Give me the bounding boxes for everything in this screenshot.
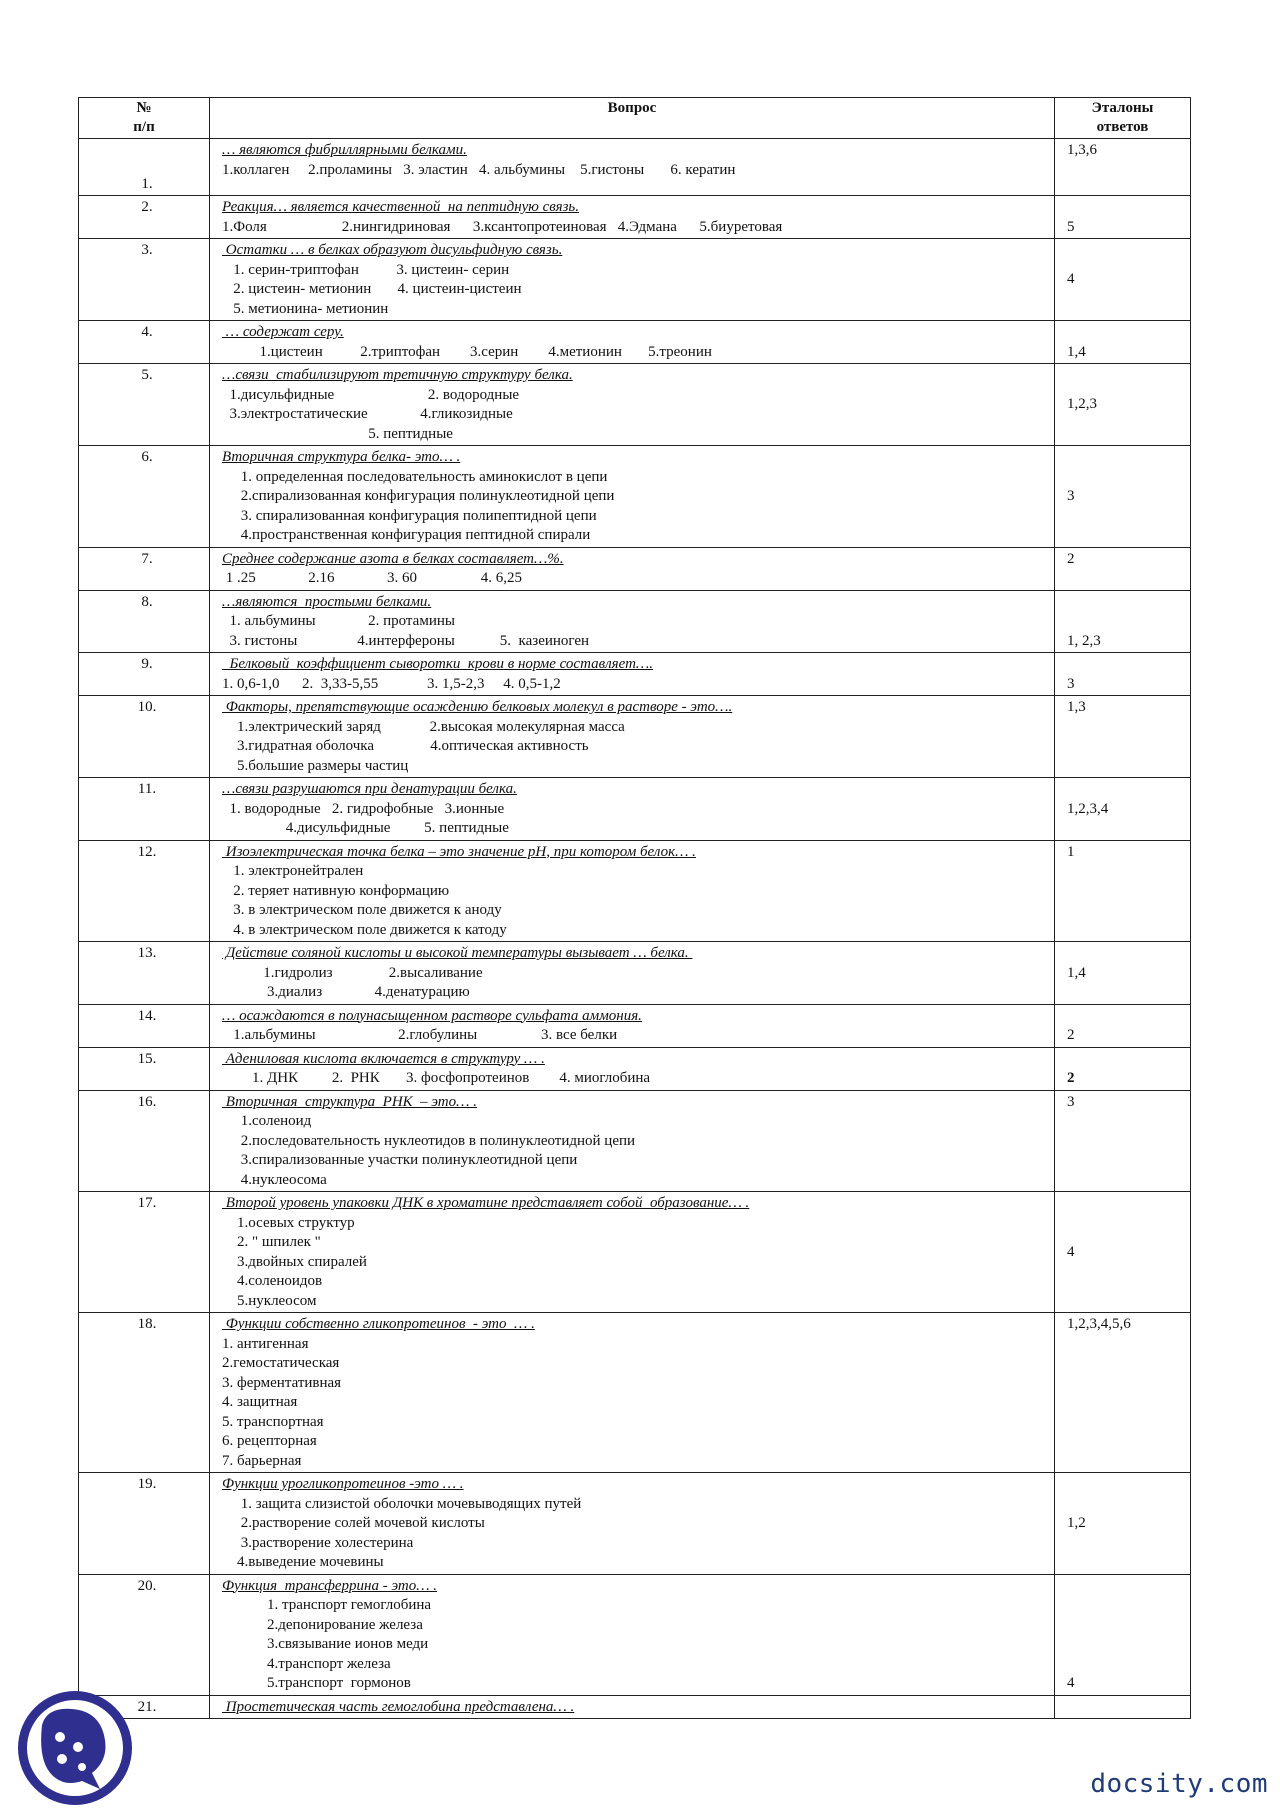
answer-option: 1.осевых структур xyxy=(222,1214,355,1231)
question-text: Белковый коэффициент сыворотки крови в норме составляет…. xyxy=(222,656,653,672)
question-row xyxy=(79,590,1191,653)
question-row xyxy=(79,1574,1191,1695)
answer-option: 1. определенная последовательность аминокислот в цепи xyxy=(222,468,608,485)
answer-key: 3 xyxy=(1055,446,1191,548)
answer-key: 3 xyxy=(1055,1090,1191,1192)
answer-key: 1,4 xyxy=(1055,942,1191,1005)
answer-key: 3 xyxy=(1055,653,1191,696)
question-text: Функции собственно гликопротеинов - это … . xyxy=(222,1316,535,1332)
question-cell xyxy=(210,1047,1055,1090)
answer-option: 2.растворение солей мочевой кислоты xyxy=(222,1515,485,1531)
answer-option: 7. барьерная xyxy=(222,1452,302,1469)
question-cell xyxy=(210,942,1055,1005)
answer-option: 6. рецепторная xyxy=(222,1433,317,1449)
question-text: … осаждаются в полунасыщенном растворе сульфата аммония. xyxy=(222,1007,642,1024)
answer-option: 1. 0,6-1,0 2. 3,33-5,55 3. 1,5-2,3 4. 0,5-1,2 xyxy=(222,675,561,692)
answer-key: 1,2,3 xyxy=(1055,364,1191,446)
question-cell xyxy=(210,547,1055,590)
question-number: 19. xyxy=(79,1473,210,1575)
answer-key: 5 xyxy=(1055,196,1191,239)
answer-option: 5.нуклеосом xyxy=(222,1292,317,1309)
question-row xyxy=(79,321,1191,364)
question-text: Вторичная структура белка- это… . xyxy=(222,449,461,465)
answer-key: 4 xyxy=(1055,239,1191,321)
question-cell xyxy=(210,196,1055,239)
question-number: 4. xyxy=(79,321,210,364)
answer-option: 1 .25 2.16 3. 60 4. 6,25 xyxy=(222,570,522,586)
answer-option: 1.гидролиз 2.высаливание xyxy=(222,964,483,981)
question-number: 1. xyxy=(79,139,210,196)
question-row xyxy=(79,942,1191,1005)
question-text: Функции урогликопротеинов -это … . xyxy=(222,1476,464,1492)
answer-option: 1. транспорт гемоглобина xyxy=(222,1597,432,1613)
watermark: docsity.com xyxy=(1090,1769,1268,1799)
answer-option: 2.гемостатическая xyxy=(222,1355,340,1371)
answer-key: 1,3,6 xyxy=(1055,139,1191,196)
answer-option: 1. защита слизистой оболочки мочевыводящих путей xyxy=(222,1495,582,1512)
question-text: …являются простыми белками. xyxy=(222,593,432,610)
question-row xyxy=(79,547,1191,590)
question-number: 9. xyxy=(79,653,210,696)
docsity-logo-icon xyxy=(12,1685,138,1811)
question-number: 11. xyxy=(79,778,210,841)
answer-option: 1.альбумины 2.глобулины 3. все белки xyxy=(222,1027,618,1043)
answer-key: 1,2 xyxy=(1055,1473,1191,1575)
question-cell xyxy=(210,1313,1055,1473)
question-number: 15. xyxy=(79,1047,210,1090)
question-row xyxy=(79,364,1191,446)
question-row xyxy=(79,696,1191,778)
question-cell xyxy=(210,840,1055,942)
answer-option: 1.электрический заряд 2.высокая молекулярная масса xyxy=(222,718,625,735)
answer-option: 2.депонирование железа xyxy=(222,1616,423,1633)
answer-option: 2. теряет нативную конформацию xyxy=(222,882,450,899)
answer-option: 5. метионина- метионин xyxy=(222,300,389,317)
question-text: Адениловая кислота включается в структуру … . xyxy=(222,1050,545,1067)
question-number: 2. xyxy=(79,196,210,239)
answer-option: 3.растворение холестерина xyxy=(222,1534,414,1551)
question-text: … являются фибриллярными белками. xyxy=(222,142,467,158)
question-cell xyxy=(210,1004,1055,1047)
answer-option: 3.электростатические 4.гликозидные xyxy=(222,406,513,422)
question-number: 5. xyxy=(79,364,210,446)
question-row xyxy=(79,653,1191,696)
header-question: Вопрос xyxy=(210,98,1055,139)
answer-option: 1. электронейтрален xyxy=(222,863,364,879)
question-text: Остатки … в белках образуют дисульфидную связь. xyxy=(222,242,563,258)
question-text: Функция трансферрина - это… . xyxy=(222,1577,438,1594)
question-text: Среднее содержание азота в белках составляет…%. xyxy=(222,550,564,567)
answer-option: 1.коллаген 2.проламины 3. эластин 4. альбумины 5.гистоны 6. кератин xyxy=(222,161,736,178)
answer-option: 1.соленоид xyxy=(222,1113,312,1129)
question-text: Вторичная структура РНК – это… . xyxy=(222,1093,477,1110)
question-cell xyxy=(210,778,1055,841)
question-text: Изоэлектрическая точка белка – это значение рН, при котором белок… . xyxy=(222,843,696,860)
question-row xyxy=(79,1695,1191,1719)
question-number: 16. xyxy=(79,1090,210,1192)
answer-option: 1. ДНК 2. РНК 3. фосфопротеинов 4. миоглобина xyxy=(222,1070,651,1086)
questions-table xyxy=(78,97,1191,1719)
question-text: Реакция… является качественной на пептидную связь. xyxy=(222,199,579,215)
answer-option: 2. " шпилек " xyxy=(222,1234,321,1250)
question-row xyxy=(79,1313,1191,1473)
question-text: Второй уровень упаковки ДНК в хроматине представляет собой образование… . xyxy=(222,1195,750,1211)
question-text: Действие соляной кислоты и высокой температуры вызывает … белка. xyxy=(222,945,693,961)
question-number: 7. xyxy=(79,547,210,590)
answer-option: 3.гидратная оболочка 4.оптическая активность xyxy=(222,738,589,754)
question-cell xyxy=(210,1695,1055,1719)
answer-key: 1,2,3,4,5,6 xyxy=(1055,1313,1191,1473)
answer-option: 3. в электрическом поле движется к аноду xyxy=(222,902,502,918)
answer-option: 1. антигенная xyxy=(222,1335,309,1352)
answer-key: 1 xyxy=(1055,840,1191,942)
answer-option: 3. гистоны 4.интерфероны 5. казеиноген xyxy=(222,632,590,649)
question-number: 12. xyxy=(79,840,210,942)
question-number: 13. xyxy=(79,942,210,1005)
answer-option: 2.последовательность нуклеотидов в полинуклеотидной цепи xyxy=(222,1132,636,1149)
answer-key: 1,2,3,4 xyxy=(1055,778,1191,841)
question-text: …связи стабилизируют третичную структуру белка. xyxy=(222,367,573,383)
question-cell xyxy=(210,446,1055,548)
answer-key: 1,4 xyxy=(1055,321,1191,364)
question-number: 17. xyxy=(79,1192,210,1313)
header-num: № п/п xyxy=(79,98,210,139)
header-answer: Эталоны ответов xyxy=(1055,98,1191,139)
answer-option: 4.нуклеосома xyxy=(222,1171,327,1188)
answer-option: 4. в электрическом поле движется к катоду xyxy=(222,921,507,938)
question-row xyxy=(79,139,1191,196)
question-cell xyxy=(210,364,1055,446)
answer-option: 1.цистеин 2.триптофан 3.серин 4.метионин 5.треонин xyxy=(222,343,712,360)
question-row xyxy=(79,1090,1191,1192)
question-row xyxy=(79,196,1191,239)
question-row xyxy=(79,1047,1191,1090)
question-number: 18. xyxy=(79,1313,210,1473)
question-cell xyxy=(210,1090,1055,1192)
answer-option: 1. альбумины 2. протамины xyxy=(222,613,455,629)
answer-option: 2. цистеин- метионин 4. цистеин-цистеин xyxy=(222,281,522,297)
answer-option: 1.Фоля 2.нингидриновая 3.ксантопротеиновая 4.Эдмана 5.биуретовая xyxy=(222,218,783,235)
answer-option: 4.пространственная конфигурация пептидной спирали xyxy=(222,527,591,543)
question-cell xyxy=(210,1192,1055,1313)
question-row xyxy=(79,840,1191,942)
question-cell xyxy=(210,590,1055,653)
question-row xyxy=(79,239,1191,321)
answer-option: 5.большие размеры частиц xyxy=(222,757,409,774)
answer-option: 3.диализ 4.денатурацию xyxy=(222,984,470,1000)
question-row xyxy=(79,446,1191,548)
question-row xyxy=(79,1473,1191,1575)
answer-option: 1. водородные 2. гидрофобные 3.ионные xyxy=(222,800,505,817)
question-text: Факторы, препятствующие осаждению белковых молекул в растворе - это…. xyxy=(222,699,733,715)
question-number: 20. xyxy=(79,1574,210,1695)
question-cell xyxy=(210,653,1055,696)
answer-key: 1,3 xyxy=(1055,696,1191,778)
question-row xyxy=(79,1004,1191,1047)
question-text: Простетическая часть гемоглобина представлена… . xyxy=(222,1698,575,1715)
answer-option: 3.спирализованные участки полинуклеотидной цепи xyxy=(222,1152,578,1168)
answer-option: 4.транспорт железа xyxy=(222,1655,391,1672)
answer-option: 4. защитная xyxy=(222,1394,298,1410)
answer-option: 4.соленоидов xyxy=(222,1273,323,1289)
question-text: … содержат серу. xyxy=(222,324,344,340)
question-number: 14. xyxy=(79,1004,210,1047)
answer-option: 1. серин-триптофан 3. цистеин- серин xyxy=(222,261,510,278)
answer-key: 4 xyxy=(1055,1574,1191,1695)
answer-key: 1, 2,3 xyxy=(1055,590,1191,653)
question-number: 21. xyxy=(79,1695,210,1719)
answer-key: 2 xyxy=(1055,1047,1191,1090)
question-cell xyxy=(210,321,1055,364)
question-cell xyxy=(210,139,1055,196)
table-header-row xyxy=(79,98,1191,139)
question-number: 10. xyxy=(79,696,210,778)
question-row xyxy=(79,778,1191,841)
question-text: …связи разрушаются при денатурации белка. xyxy=(222,781,517,797)
answer-option: 2.спирализованная конфигурация полинуклеотидной цепи xyxy=(222,488,615,504)
answer-option: 4.выведение мочевины xyxy=(222,1554,384,1570)
answer-option: 5. транспортная xyxy=(222,1413,324,1430)
answer-option: 3. ферментативная xyxy=(222,1374,342,1391)
question-cell xyxy=(210,696,1055,778)
answer-option: 5. пептидные xyxy=(222,425,453,442)
answer-key: 2 xyxy=(1055,547,1191,590)
answer-key: 2 xyxy=(1055,1004,1191,1047)
question-row xyxy=(79,1192,1191,1313)
question-number: 3. xyxy=(79,239,210,321)
answer-option: 3. спирализованная конфигурация полипептидной цепи xyxy=(222,507,597,524)
answer-option: 3.двойных спиралей xyxy=(222,1253,367,1270)
question-cell xyxy=(210,1473,1055,1575)
answer-option: 4.дисульфидные 5. пептидные xyxy=(222,820,509,836)
answer-option: 5.транспорт гормонов xyxy=(222,1675,411,1691)
question-number: 8. xyxy=(79,590,210,653)
question-number: 6. xyxy=(79,446,210,548)
answer-option: 1.дисульфидные 2. водородные xyxy=(222,386,520,403)
answer-option: 3.связывание ионов меди xyxy=(222,1636,429,1652)
answer-key xyxy=(1055,1695,1191,1719)
question-cell xyxy=(210,239,1055,321)
question-cell xyxy=(210,1574,1055,1695)
answer-key: 4 xyxy=(1055,1192,1191,1313)
